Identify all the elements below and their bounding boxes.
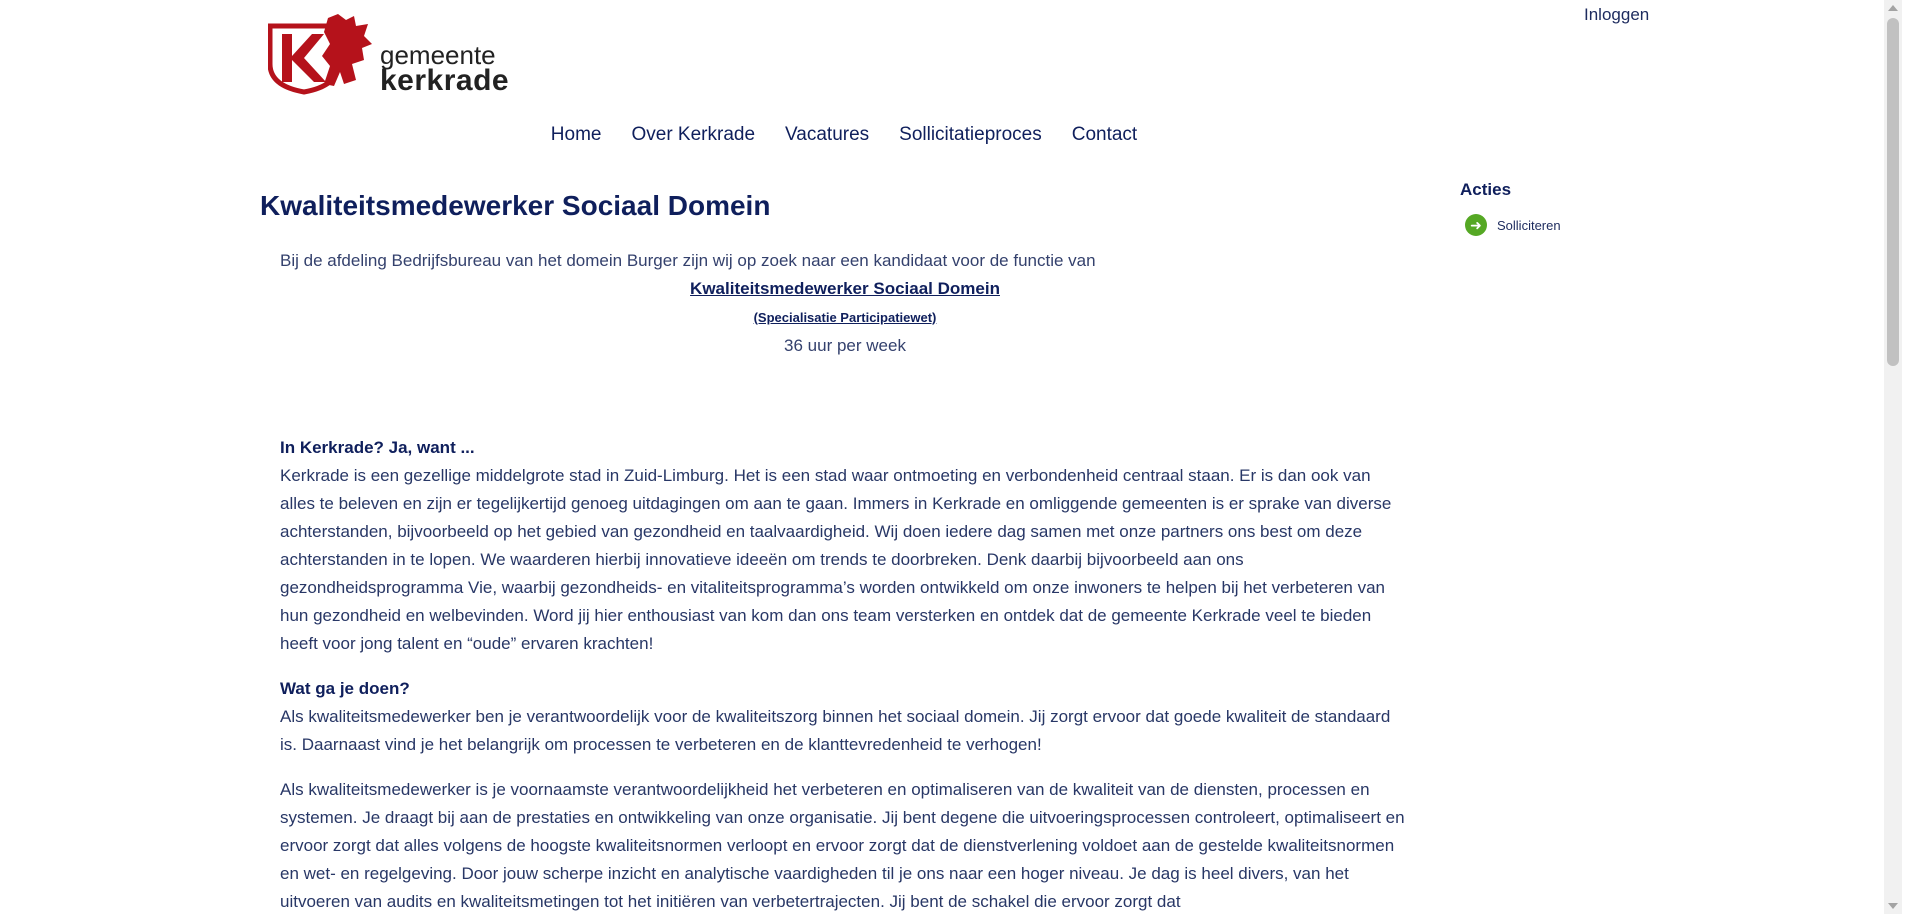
job-name: Kwaliteitsmedewerker Sociaal Domein [690, 279, 1000, 298]
page-title: Kwaliteitsmedewerker Sociaal Domein [260, 190, 771, 221]
scroll-up-arrow-icon[interactable] [1888, 5, 1898, 11]
paragraph-wat-ga-je-doen: Als kwaliteitsmedewerker ben je verantwoordelijk voor de kwaliteitszorg binnen het sociaal domein. Jij zorgt ervoor dat goede kwaliteit de standaard is. Daarnaast vind je het belangrijk om processen te verbeteren en de klanttevredenheid te verhogen! [280, 707, 1391, 754]
nav-item-vacatures[interactable]: Vacatures [785, 124, 870, 145]
login-link[interactable]: Inloggen [1584, 5, 1650, 24]
nav-item-sollicitatieproces[interactable]: Sollicitatieproces [899, 124, 1042, 145]
specialisation-wrapper [280, 303, 1410, 332]
section-heading-in-kerkrade: In Kerkrade? Ja, want ... [280, 438, 475, 457]
nav-item-contact[interactable]: Contact [1071, 124, 1138, 145]
intro-line: Bij de afdeling Bedrijfsbureau van het domein Burger zijn wij op zoek naar een kandidaat voor de functie van [280, 251, 1096, 270]
logo-text-gemeente: gemeente [380, 40, 496, 70]
scroll-down-arrow-icon[interactable] [1888, 903, 1898, 909]
scrollbar-thumb[interactable] [1887, 18, 1899, 366]
apply-button[interactable] [1465, 214, 1680, 236]
paragraph-verantwoordelijkheid: Als kwaliteitsmedewerker is je voornaamste verantwoordelijkheid het verbeteren en optimaliseren van de kwaliteit van de diensten, processen en systemen. Je draagt bij aan de prestaties en ontwikkeling van onze organisatie. Jij bent degene die uitvoeringsprocessen controleert, optimaliseert en ervoor zorgt dat alles volgens de hoogste kwaliteitsnormen verloopt en ervoor zorgt dat de dienstverlening voldoet aan de gestelde kwaliteitsnormen en wet- en regelgeving. Door jouw scherpe inzicht en analytische vaardigheden til je ons naar een hoger niveau. Je dag is heel divers, van het uitvoeren van audits en kwaliteitsmetingen tot het initiëren van verbetertrajecten. Jij bent de schakel die ervoor zorgt dat [280, 780, 1405, 911]
logo-text-kerkrade: kerkrade [380, 64, 510, 97]
apply-label: Solliciteren [1497, 217, 1561, 233]
actions-sidebar [1460, 180, 1680, 236]
main-content [260, 190, 1410, 360]
kerkrade-logo[interactable] [268, 14, 524, 96]
nav-item-home[interactable]: Home [550, 124, 602, 145]
job-name-wrapper [280, 275, 1410, 303]
section-heading-wat-ga-je-doen: Wat ga je doen? [280, 679, 410, 698]
arrow-right-circle-icon: ➜ [1465, 214, 1487, 236]
vertical-scrollbar[interactable] [1884, 0, 1902, 914]
paragraph-kerkrade: Kerkrade is een gezellige middelgrote stad in Zuid-Limburg. Het is een stad waar ontmoeting en verbondenheid centraal staan. Er is dan ook van alles te beleven en zijn er tegelijkertijd genoeg uitdagingen om aan te gaan. Immers in Kerkrade en omliggende gemeenten is er sprake van diverse achterstanden, bijvoorbeeld op het gebied van gezondheid en taalvaardigheid. Wij doen iedere dag samen met onze partners ons best om deze achterstanden in te lopen. We waarderen hierbij innovatieve ideeën om trends te doorbreken. Denk daarbij bijvoorbeeld aan ons gezondheidsprogramma Vie, waarbij gezondheids- en vitaliteitsprogramma’s worden ontwikkeld om onze inwoners te helpen bij het verbeteren van hun gezondheid en welbevinden. Word jij hier enthousiast van kom dan ons team versterken en ontdek dat de gemeente Kerkrade veel te bieden heeft voor jong talent en “oude” ervaren krachten! [280, 466, 1392, 653]
main-nav [0, 124, 1688, 146]
nav-item-over-kerkrade[interactable]: Over Kerkrade [631, 124, 756, 145]
intro-block [260, 247, 1410, 360]
vacancy-body [280, 434, 1410, 914]
specialisation: (Specialisatie Participatiewet) [753, 310, 937, 325]
actions-title: Acties [1460, 180, 1512, 199]
hours: 36 uur per week [784, 336, 906, 355]
